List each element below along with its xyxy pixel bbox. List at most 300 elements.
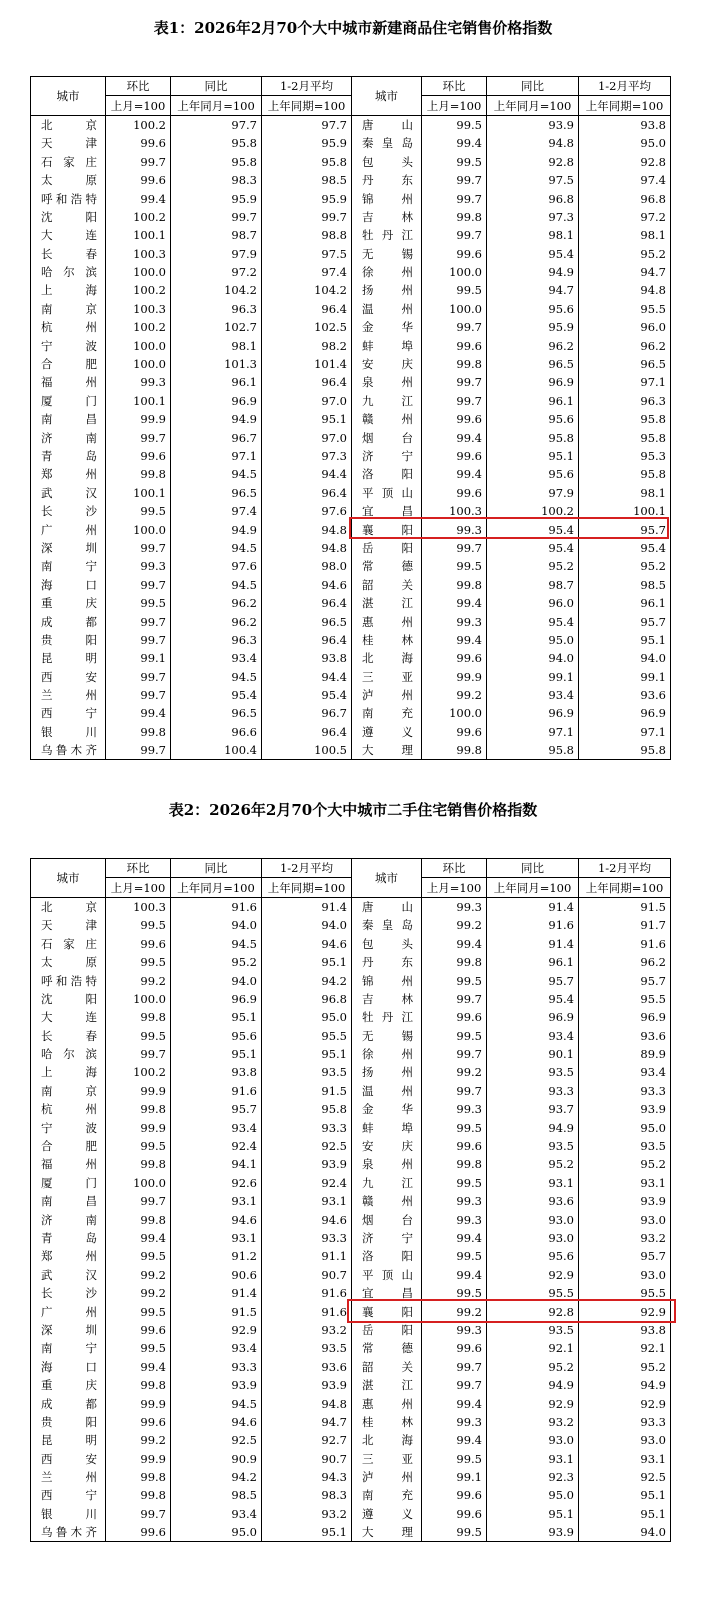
city-name: 蚌埠	[352, 1118, 422, 1136]
yoy-base-header: 上年同月=100	[171, 96, 262, 115]
avg-value: 91.6	[262, 1302, 352, 1320]
city-name: 天津	[31, 916, 106, 934]
yoy-value: 95.5	[487, 1284, 579, 1302]
yoy-value: 96.5	[487, 355, 579, 373]
yoy-value: 97.2	[171, 263, 262, 281]
mom-value: 99.6	[422, 245, 487, 263]
avg-value: 94.4	[262, 465, 352, 483]
city-name: 昆明	[31, 1431, 106, 1449]
mom-value: 99.6	[106, 134, 171, 152]
mom-value: 100.2	[106, 208, 171, 226]
yoy-header: 同比	[171, 859, 262, 878]
avg-value: 89.9	[579, 1045, 671, 1063]
yoy-value: 95.6	[171, 1027, 262, 1045]
yoy-value: 92.9	[487, 1266, 579, 1284]
mom-value: 99.2	[422, 686, 487, 704]
yoy-value: 95.4	[487, 990, 579, 1008]
avg-value: 94.4	[262, 668, 352, 686]
table-row	[31, 1137, 671, 1155]
city-name: 常德	[352, 1339, 422, 1357]
yoy-value: 96.5	[171, 484, 262, 502]
city-name: 合肥	[31, 1137, 106, 1155]
yoy-base-header: 上年同月=100	[487, 96, 579, 115]
city-name: 湛江	[352, 594, 422, 612]
yoy-value: 94.0	[171, 916, 262, 934]
avg-value: 95.2	[579, 1358, 671, 1376]
table-row	[31, 1155, 671, 1173]
mom-value: 99.6	[422, 484, 487, 502]
avg-value: 95.7	[579, 520, 671, 538]
mom-value: 99.6	[106, 447, 171, 465]
city-name: 烟台	[352, 1210, 422, 1228]
mom-value: 100.1	[106, 392, 171, 410]
mom-value: 100.3	[106, 897, 171, 916]
avg-value: 95.5	[579, 1284, 671, 1302]
city-name: 太原	[31, 953, 106, 971]
yoy-value: 95.7	[487, 971, 579, 989]
city-name: 南充	[352, 704, 422, 722]
city-name: 厦门	[31, 392, 106, 410]
yoy-value: 93.9	[487, 1523, 579, 1542]
city-name: 韶关	[352, 576, 422, 594]
mom-value: 99.2	[422, 916, 487, 934]
yoy-value: 93.5	[487, 1321, 579, 1339]
avg-value: 95.0	[579, 1118, 671, 1136]
avg-value: 96.7	[262, 704, 352, 722]
city-name: 洛阳	[352, 465, 422, 483]
mom-value: 99.5	[422, 1027, 487, 1045]
table-row	[31, 115, 671, 134]
mom-value: 99.7	[106, 631, 171, 649]
mom-value: 99.6	[106, 171, 171, 189]
mom-value: 99.4	[106, 704, 171, 722]
yoy-value: 94.5	[171, 935, 262, 953]
avg-value: 100.1	[579, 502, 671, 520]
yoy-value: 92.9	[487, 1394, 579, 1412]
yoy-value: 94.5	[171, 465, 262, 483]
avg-value: 95.5	[262, 1027, 352, 1045]
table-row	[31, 300, 671, 318]
table-row	[31, 1431, 671, 1449]
city-name: 哈尔滨	[31, 1045, 106, 1063]
city-name: 襄阳	[352, 520, 422, 538]
city-name: 济南	[31, 428, 106, 446]
table-row	[31, 612, 671, 630]
avg-value: 94.7	[579, 263, 671, 281]
mom-value: 99.5	[106, 1137, 171, 1155]
city-name: 兰州	[31, 686, 106, 704]
avg-value: 95.8	[262, 1100, 352, 1118]
yoy-value: 92.1	[487, 1339, 579, 1357]
table-row	[31, 1027, 671, 1045]
table-row	[31, 576, 671, 594]
mom-value: 99.2	[422, 1302, 487, 1320]
yoy-value: 96.5	[171, 704, 262, 722]
city-name: 长春	[31, 1027, 106, 1045]
mom-value: 99.6	[422, 1008, 487, 1026]
city-name: 无锡	[352, 1027, 422, 1045]
avg-value: 93.8	[579, 1321, 671, 1339]
avg-value: 102.5	[262, 318, 352, 336]
table-row	[31, 1413, 671, 1431]
avg-value: 93.5	[262, 1339, 352, 1357]
city-name: 西宁	[31, 704, 106, 722]
yoy-value: 93.9	[487, 115, 579, 134]
city-name: 福州	[31, 373, 106, 391]
mom-value: 99.8	[106, 1100, 171, 1118]
avg-value: 92.1	[579, 1339, 671, 1357]
mom-value: 99.3	[422, 1100, 487, 1118]
avg-value: 93.1	[262, 1192, 352, 1210]
mom-value: 100.0	[106, 263, 171, 281]
city-name: 石家庄	[31, 153, 106, 171]
yoy-value: 90.6	[171, 1266, 262, 1284]
yoy-value: 94.9	[171, 410, 262, 428]
mom-value: 99.8	[106, 1155, 171, 1173]
yoy-value: 91.4	[487, 897, 579, 916]
table-row	[31, 1174, 671, 1192]
avg-value: 94.8	[262, 1394, 352, 1412]
avg-value: 100.5	[262, 741, 352, 760]
table-row	[31, 1045, 671, 1063]
table-row	[31, 281, 671, 299]
city-name: 广州	[31, 1302, 106, 1320]
city-name: 徐州	[352, 1045, 422, 1063]
avg-value: 93.5	[262, 1063, 352, 1081]
city-name: 杭州	[31, 318, 106, 336]
table-row	[31, 1505, 671, 1523]
mom-value: 99.6	[422, 1505, 487, 1523]
yoy-value: 92.9	[171, 1321, 262, 1339]
avg-value: 101.4	[262, 355, 352, 373]
mom-value: 99.6	[106, 1523, 171, 1542]
mom-value: 99.6	[422, 1137, 487, 1155]
table-row	[31, 704, 671, 722]
mom-value: 99.3	[422, 1210, 487, 1228]
city-name: 银川	[31, 1505, 106, 1523]
mom-value: 99.6	[422, 649, 487, 667]
mom-value: 99.5	[422, 1284, 487, 1302]
avg-value: 104.2	[262, 281, 352, 299]
mom-value: 99.8	[422, 208, 487, 226]
table-row	[31, 971, 671, 989]
yoy-value: 92.8	[487, 153, 579, 171]
yoy-value: 96.2	[171, 594, 262, 612]
city-name: 烟台	[352, 428, 422, 446]
yoy-value: 98.7	[171, 226, 262, 244]
avg-value: 94.0	[579, 649, 671, 667]
yoy-value: 92.3	[487, 1468, 579, 1486]
yoy-value: 95.1	[487, 447, 579, 465]
mom-value: 100.0	[422, 704, 487, 722]
mom-value: 99.2	[106, 1266, 171, 1284]
mom-value: 99.7	[422, 392, 487, 410]
table-row	[31, 953, 671, 971]
city-name: 丹东	[352, 171, 422, 189]
mom-value: 99.5	[106, 502, 171, 520]
city-name: 海口	[31, 576, 106, 594]
city-name: 深圳	[31, 539, 106, 557]
yoy-value: 96.2	[171, 612, 262, 630]
yoy-value: 95.4	[171, 686, 262, 704]
avg-value: 94.7	[262, 1413, 352, 1431]
city-name: 杭州	[31, 1100, 106, 1118]
table-row	[31, 1523, 671, 1542]
city-name: 平顶山	[352, 1266, 422, 1284]
avg-value: 93.8	[262, 649, 352, 667]
avg-value: 96.4	[262, 723, 352, 741]
avg-value: 94.6	[262, 576, 352, 594]
yoy-value: 97.7	[171, 115, 262, 134]
avg-base-header: 上年同期=100	[262, 96, 352, 115]
city-name: 哈尔滨	[31, 263, 106, 281]
city-name: 南京	[31, 1082, 106, 1100]
avg-value: 95.1	[579, 631, 671, 649]
yoy-value: 94.9	[487, 1376, 579, 1394]
mom-value: 99.9	[106, 1082, 171, 1100]
city-name: 西安	[31, 668, 106, 686]
city-name: 宁波	[31, 336, 106, 354]
yoy-value: 91.6	[171, 897, 262, 916]
yoy-value: 97.1	[487, 723, 579, 741]
yoy-value: 95.1	[487, 1505, 579, 1523]
yoy-value: 95.2	[487, 557, 579, 575]
avg-value: 93.6	[262, 1358, 352, 1376]
city-name: 三亚	[352, 668, 422, 686]
city-name: 天津	[31, 134, 106, 152]
mom-value: 99.7	[106, 1505, 171, 1523]
city-name: 南昌	[31, 410, 106, 428]
mom-value: 99.4	[422, 594, 487, 612]
yoy-value: 93.4	[171, 1339, 262, 1357]
city-name: 遵义	[352, 723, 422, 741]
avg-value: 97.4	[262, 263, 352, 281]
city-name: 桂林	[352, 1413, 422, 1431]
yoy-value: 96.9	[171, 990, 262, 1008]
table-row	[31, 1486, 671, 1504]
mom-value: 99.9	[106, 410, 171, 428]
yoy-value: 93.9	[171, 1376, 262, 1394]
mom-value: 99.7	[422, 226, 487, 244]
city-name: 武汉	[31, 1266, 106, 1284]
city-name: 大理	[352, 741, 422, 760]
city-name: 韶关	[352, 1358, 422, 1376]
mom-base-header: 上月=100	[106, 878, 171, 897]
avg-value: 96.8	[579, 189, 671, 207]
yoy-value: 94.5	[171, 668, 262, 686]
yoy-value: 99.1	[487, 668, 579, 686]
mom-base-header: 上月=100	[422, 878, 487, 897]
city-name: 无锡	[352, 245, 422, 263]
avg-value: 96.4	[262, 300, 352, 318]
avg-value: 93.6	[579, 1027, 671, 1045]
mom-value: 99.5	[106, 1339, 171, 1357]
avg-value: 95.1	[262, 410, 352, 428]
yoy-value: 95.4	[487, 520, 579, 538]
city-name: 青岛	[31, 447, 106, 465]
yoy-value: 98.5	[171, 1486, 262, 1504]
avg-value: 92.9	[579, 1394, 671, 1412]
mom-value: 99.4	[422, 631, 487, 649]
yoy-value: 93.1	[487, 1450, 579, 1468]
avg-value: 93.9	[262, 1376, 352, 1394]
mom-value: 100.3	[422, 502, 487, 520]
city-name: 济宁	[352, 1229, 422, 1247]
avg-value: 98.5	[262, 171, 352, 189]
yoy-value: 93.1	[171, 1192, 262, 1210]
yoy-value: 97.9	[487, 484, 579, 502]
mom-value: 99.7	[422, 990, 487, 1008]
yoy-value: 95.6	[487, 300, 579, 318]
yoy-value: 95.7	[171, 1100, 262, 1118]
mom-value: 99.4	[422, 1229, 487, 1247]
avg-value: 97.7	[262, 115, 352, 134]
city-name: 宜昌	[352, 1284, 422, 1302]
yoy-value: 94.1	[171, 1155, 262, 1173]
city-name: 上海	[31, 1063, 106, 1081]
avg-header: 1-2月平均	[579, 77, 671, 96]
city-name: 惠州	[352, 1394, 422, 1412]
yoy-base-header: 上年同月=100	[171, 878, 262, 897]
city-name: 重庆	[31, 1376, 106, 1394]
yoy-value: 93.0	[487, 1431, 579, 1449]
yoy-value: 93.5	[487, 1063, 579, 1081]
avg-value: 94.8	[579, 281, 671, 299]
mom-value: 99.7	[106, 539, 171, 557]
yoy-value: 97.6	[171, 557, 262, 575]
mom-value: 99.5	[422, 281, 487, 299]
mom-value: 99.5	[422, 1118, 487, 1136]
city-name: 石家庄	[31, 935, 106, 953]
yoy-value: 93.4	[487, 686, 579, 704]
avg-value: 93.3	[262, 1229, 352, 1247]
table-row	[31, 1376, 671, 1394]
mom-value: 100.1	[106, 484, 171, 502]
mom-value: 99.8	[106, 1008, 171, 1026]
avg-value: 91.5	[579, 897, 671, 916]
mom-value: 99.8	[422, 741, 487, 760]
avg-base-header: 上年同期=100	[579, 96, 671, 115]
city-name: 西安	[31, 1450, 106, 1468]
mom-value: 100.2	[106, 281, 171, 299]
table-row	[31, 1118, 671, 1136]
table-row	[31, 1229, 671, 1247]
mom-value: 99.4	[106, 1358, 171, 1376]
avg-value: 95.8	[579, 428, 671, 446]
mom-value: 99.6	[422, 336, 487, 354]
avg-value: 93.0	[579, 1266, 671, 1284]
city-name: 大理	[352, 1523, 422, 1542]
table-row	[31, 153, 671, 171]
avg-value: 92.7	[262, 1431, 352, 1449]
mom-value: 99.4	[106, 1229, 171, 1247]
mom-value: 99.8	[106, 1210, 171, 1228]
avg-value: 98.1	[579, 484, 671, 502]
city-name: 宁波	[31, 1118, 106, 1136]
city-name: 泉州	[352, 1155, 422, 1173]
city-name: 安庆	[352, 1137, 422, 1155]
city-name: 西宁	[31, 1486, 106, 1504]
yoy-value: 95.6	[487, 465, 579, 483]
mom-value: 99.2	[422, 1063, 487, 1081]
city-name: 北海	[352, 649, 422, 667]
city-header: 城市	[352, 77, 422, 116]
yoy-value: 96.9	[171, 392, 262, 410]
mom-value: 99.7	[422, 189, 487, 207]
yoy-header: 同比	[171, 77, 262, 96]
yoy-value: 102.7	[171, 318, 262, 336]
city-name: 赣州	[352, 410, 422, 428]
city-name: 济南	[31, 1210, 106, 1228]
mom-value: 99.7	[422, 1358, 487, 1376]
yoy-value: 96.7	[171, 428, 262, 446]
table-row	[31, 1100, 671, 1118]
yoy-value: 95.2	[171, 953, 262, 971]
table-row	[31, 631, 671, 649]
city-name: 北海	[352, 1431, 422, 1449]
mom-value: 99.4	[422, 935, 487, 953]
mom-header: 环比	[422, 77, 487, 96]
city-name: 长春	[31, 245, 106, 263]
yoy-value: 97.3	[487, 208, 579, 226]
mom-value: 99.4	[422, 428, 487, 446]
yoy-value: 93.8	[171, 1063, 262, 1081]
mom-value: 99.4	[106, 189, 171, 207]
table-row	[31, 539, 671, 557]
mom-value: 99.6	[422, 410, 487, 428]
city-name: 包头	[352, 935, 422, 953]
table-row	[31, 171, 671, 189]
avg-value: 95.1	[579, 1486, 671, 1504]
avg-value: 93.1	[579, 1174, 671, 1192]
city-name: 秦皇岛	[352, 916, 422, 934]
mom-value: 99.9	[106, 1450, 171, 1468]
mom-value: 99.3	[106, 373, 171, 391]
avg-value: 97.5	[262, 245, 352, 263]
mom-value: 99.5	[422, 153, 487, 171]
yoy-value: 100.4	[171, 741, 262, 760]
mom-value: 99.8	[422, 1155, 487, 1173]
city-name: 温州	[352, 1082, 422, 1100]
city-name: 泉州	[352, 373, 422, 391]
avg-value: 94.6	[262, 935, 352, 953]
mom-value: 99.7	[106, 1192, 171, 1210]
table1-title: 表1：2026年2月70个大中城市新建商品住宅销售价格指数	[153, 19, 553, 37]
table-row	[31, 916, 671, 934]
yoy-value: 91.4	[171, 1284, 262, 1302]
city-name: 合肥	[31, 355, 106, 373]
avg-value: 95.5	[579, 300, 671, 318]
city-name: 南昌	[31, 1192, 106, 1210]
avg-base-header: 上年同期=100	[262, 878, 352, 897]
table-row	[31, 1192, 671, 1210]
table-row	[31, 410, 671, 428]
city-name: 温州	[352, 300, 422, 318]
city-name: 乌鲁木齐	[31, 741, 106, 760]
yoy-value: 96.3	[171, 631, 262, 649]
city-name: 秦皇岛	[352, 134, 422, 152]
city-name: 海口	[31, 1358, 106, 1376]
yoy-value: 97.1	[171, 447, 262, 465]
table-row	[31, 1210, 671, 1228]
city-name: 重庆	[31, 594, 106, 612]
table-row	[31, 245, 671, 263]
avg-value: 92.5	[579, 1468, 671, 1486]
table-row	[31, 1321, 671, 1339]
city-name: 兰州	[31, 1468, 106, 1486]
yoy-value: 98.7	[487, 576, 579, 594]
mom-value: 99.9	[422, 668, 487, 686]
